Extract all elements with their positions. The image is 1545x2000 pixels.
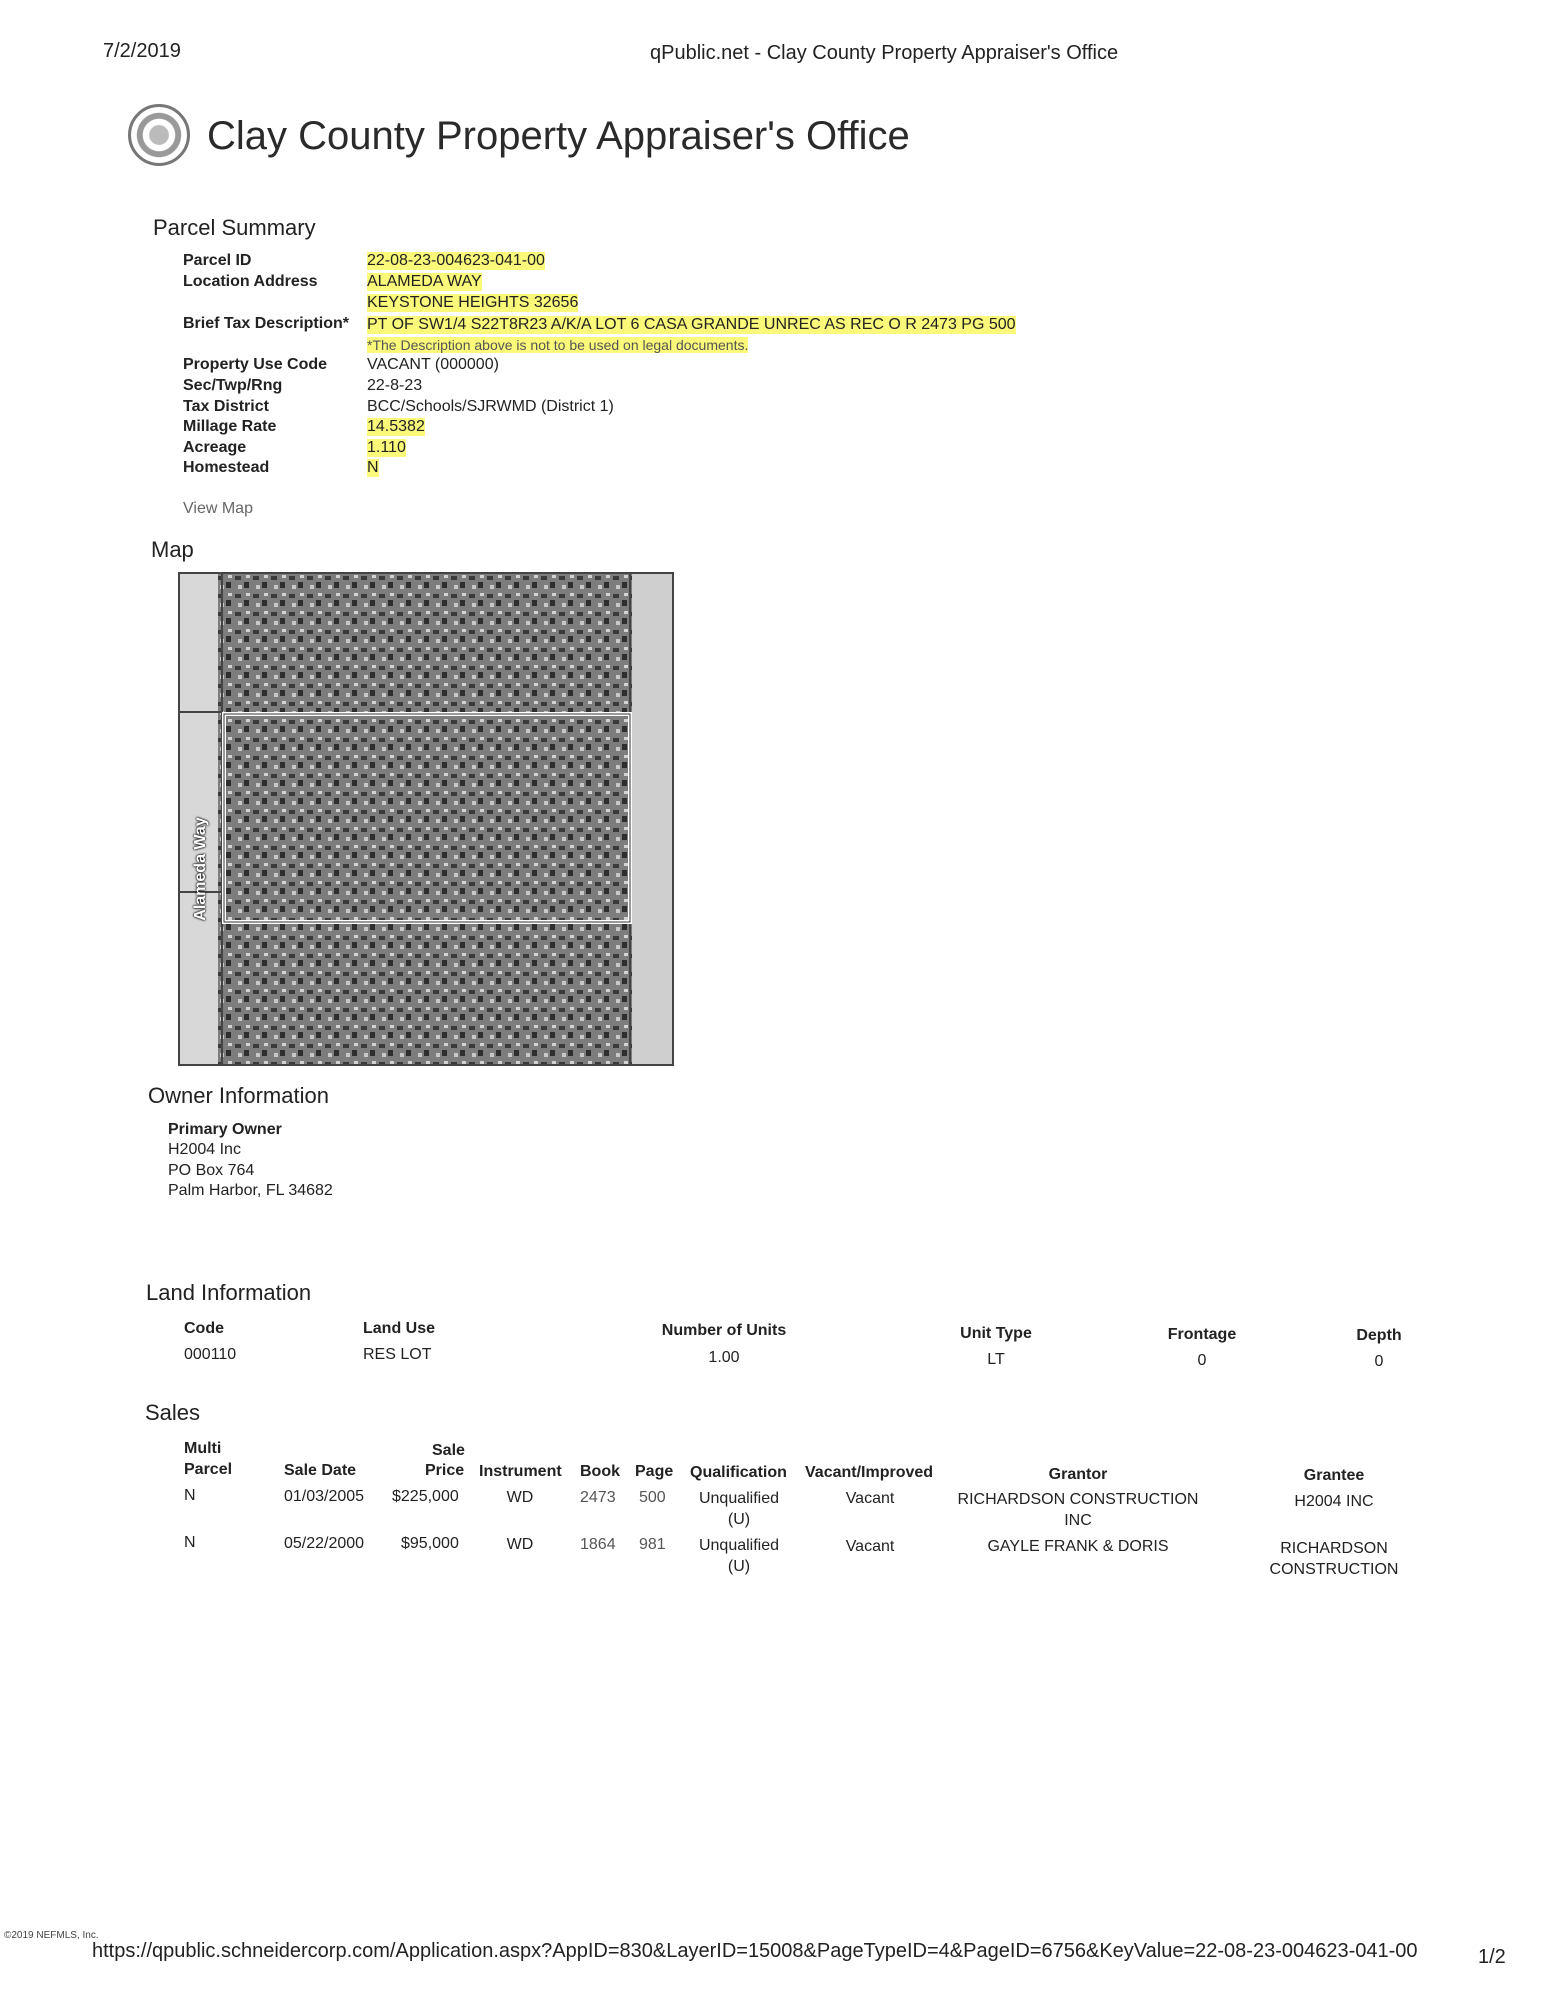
sale1-book: 2473 — [580, 1489, 616, 1506]
sale1-instrument: WD — [506, 1489, 534, 1506]
acreage-value: 1.110 — [367, 439, 406, 456]
location-label: Location Address — [183, 273, 318, 290]
street-label-alameda-way: Alameda Way — [192, 817, 209, 921]
sale1-grantor-2: INC — [1064, 1512, 1092, 1529]
aerial-map-image — [180, 574, 672, 1064]
sale1-multi: N — [184, 1487, 196, 1504]
location-line1: ALAMEDA WAY — [367, 273, 482, 290]
land-heading: Land Information — [146, 1280, 312, 1305]
location-line2: KEYSTONE HEIGHTS 32656 — [367, 294, 579, 311]
sale1-price: $225,000 — [392, 1488, 459, 1505]
print-date: 7/2/2019 — [103, 40, 181, 62]
land-col-land-use: Land Use — [363, 1320, 436, 1337]
map-heading: Map — [151, 537, 194, 562]
land-code-value: 000110 — [184, 1346, 237, 1363]
brief-tax-label: Brief Tax Description* — [183, 315, 349, 332]
sale2-vacant: Vacant — [845, 1538, 895, 1555]
parcel-id-value: 22-08-23-004623-041-00 — [367, 252, 545, 269]
sale2-page: 981 — [639, 1536, 666, 1553]
sale1-qualification-2: (U) — [727, 1511, 751, 1528]
print-page-number: 1/2 — [1478, 1946, 1506, 1968]
use-code-label: Property Use Code — [183, 356, 328, 373]
print-url: https://qpublic.schneidercorp.com/Application.aspx?AppID=830&LayerID=15008&PageTypeID=4&PageID=6756&KeyValue=22-08-23-004623-041-00 — [92, 1940, 1418, 1962]
land-unit-type-value: LT — [987, 1351, 1005, 1368]
sale2-qualification-1: Unqualified — [698, 1537, 780, 1554]
sale2-instrument: WD — [506, 1536, 534, 1553]
sales-col-grantor: Grantor — [1048, 1466, 1108, 1483]
owner-name: H2004 Inc — [168, 1141, 241, 1158]
sales-col-date: Sale Date — [284, 1462, 357, 1479]
tax-district-label: Tax District — [183, 398, 269, 415]
sales-col-instrument: Instrument — [479, 1463, 562, 1480]
sale2-multi: N — [184, 1534, 196, 1551]
sale2-grantee-1: RICHARDSON — [1280, 1540, 1388, 1557]
parcel-map[interactable] — [178, 572, 674, 1066]
sale1-grantee-1: H2004 INC — [1294, 1493, 1374, 1510]
sales-col-price-1: Sale — [432, 1442, 465, 1459]
parcel-id-label: Parcel ID — [183, 252, 252, 269]
sec-twp-rng-value: 22-8-23 — [367, 377, 423, 394]
sales-col-price-2: Price — [425, 1462, 465, 1479]
primary-owner-label: Primary Owner — [168, 1121, 282, 1138]
sales-col-vacant: Vacant/Improved — [805, 1464, 934, 1481]
sales-col-grantee: Grantee — [1303, 1467, 1365, 1484]
land-frontage-value: 0 — [1197, 1352, 1207, 1369]
sales-col-qualification: Qualification — [690, 1464, 787, 1481]
land-units-value: 1.00 — [708, 1349, 740, 1366]
brief-tax-value: PT OF SW1/4 S22T8R23 A/K/A LOT 6 CASA GRANDE UNREC AS REC O R 2473 PG 500 — [367, 316, 1016, 333]
brief-tax-note: *The Description above is not to be used on legal documents. — [367, 337, 749, 353]
millage-label: Millage Rate — [183, 418, 277, 435]
sale1-vacant: Vacant — [845, 1490, 895, 1507]
sale2-qualification-2: (U) — [727, 1558, 751, 1575]
land-col-units: Number of Units — [661, 1322, 787, 1339]
sales-col-parcel: Parcel — [184, 1461, 233, 1478]
acreage-label: Acreage — [183, 439, 247, 456]
land-col-unit-type: Unit Type — [960, 1325, 1032, 1342]
sale1-grantor-1: RICHARDSON CONSTRUCTION — [957, 1491, 1199, 1508]
sale2-price: $95,000 — [401, 1535, 459, 1552]
view-map-link[interactable]: View Map — [183, 500, 253, 517]
millage-value: 14.5382 — [367, 418, 425, 435]
county-seal-icon — [128, 104, 190, 166]
land-use-value: RES LOT — [363, 1346, 432, 1363]
owner-address1: PO Box 764 — [168, 1162, 255, 1179]
sales-col-multi: Multi — [184, 1440, 222, 1457]
sale2-grantor-1: GAYLE FRANK & DORIS — [987, 1538, 1169, 1555]
sale2-date: 05/22/2000 — [284, 1535, 365, 1552]
sale1-page: 500 — [639, 1489, 666, 1506]
sales-col-book: Book — [580, 1463, 620, 1480]
owner-address2: Palm Harbor, FL 34682 — [168, 1182, 333, 1199]
land-col-code: Code — [184, 1320, 224, 1337]
owner-heading: Owner Information — [148, 1083, 329, 1108]
tax-district-value: BCC/Schools/SJRWMD (District 1) — [367, 398, 614, 415]
print-site-title: qPublic.net - Clay County Property Appraiser's Office — [650, 42, 1119, 64]
mls-copyright: ©2019 NEFMLS, Inc. — [4, 1930, 99, 1941]
land-col-frontage: Frontage — [1167, 1326, 1237, 1343]
sec-twp-rng-label: Sec/Twp/Rng — [183, 377, 283, 394]
sale1-date: 01/03/2005 — [284, 1488, 365, 1505]
sales-heading: Sales — [145, 1400, 201, 1425]
sale2-book: 1864 — [580, 1536, 616, 1553]
sale2-grantee-2: CONSTRUCTION — [1269, 1561, 1399, 1578]
land-col-depth: Depth — [1356, 1327, 1402, 1344]
sale1-qualification-1: Unqualified — [698, 1490, 780, 1507]
parcel-summary-heading: Parcel Summary — [153, 215, 316, 240]
use-code-value: VACANT (000000) — [367, 356, 499, 373]
land-depth-value: 0 — [1374, 1353, 1384, 1370]
homestead-label: Homestead — [183, 459, 270, 476]
sales-col-page: Page — [635, 1463, 674, 1480]
homestead-value: N — [367, 459, 379, 476]
office-title: Clay County Property Appraiser's Office — [207, 114, 910, 158]
